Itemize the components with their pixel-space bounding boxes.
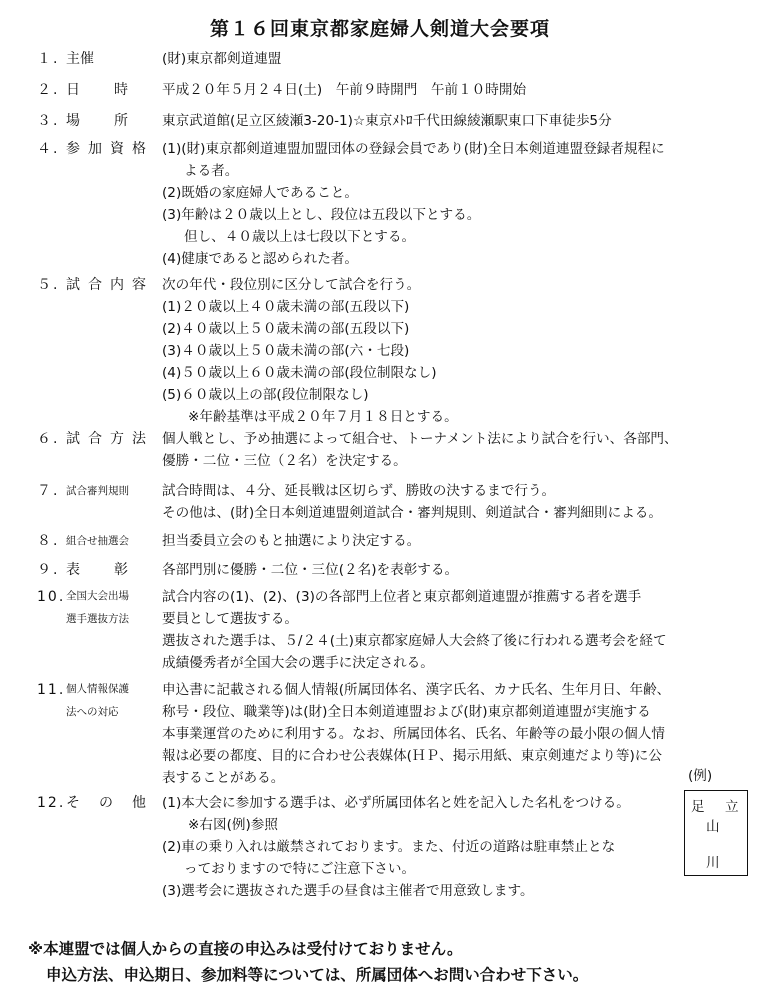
item-number: ７. (37, 483, 60, 499)
content-line: (1)本大会に参加する選手は、必ず所属団体名と姓を記入した名札をつける。 (162, 795, 630, 811)
content-line: (2)車の乗り入れは厳禁されております。また、付近の道路は駐車禁止とな (162, 839, 616, 855)
item-number: ２. (37, 82, 60, 98)
item-content (162, 110, 742, 132)
nametag-char: 川 (706, 855, 720, 871)
content-line: ※年齢基準は平成２０年７月１８日とする。 (188, 409, 458, 425)
content-line: (1)２０歳以上４０歳未満の部(五段以下) (162, 299, 410, 315)
item-number: １. (37, 51, 60, 67)
content-line: (5)６０歳以上の部(段位制限なし) (162, 387, 369, 403)
item-content (162, 559, 742, 581)
content-line: 但し、４０歳以上は七段以下とする。 (184, 229, 416, 245)
footer-notice (28, 936, 588, 988)
item-label: 場 所 (66, 113, 128, 129)
item-label (66, 48, 146, 70)
item-number: ６. (37, 431, 60, 447)
nametag-char: 立 (725, 799, 739, 815)
item-number: ４. (37, 141, 60, 157)
nametag-char: 足 (691, 799, 705, 815)
content-line: (3)年齢は２０歳以上とし、段位は五段以下とする。 (162, 207, 481, 223)
content-line: 担当委員立会のもと抽選により決定する。 (162, 533, 421, 549)
item-label: 参 加 資 格 (66, 141, 146, 157)
item-label: 試合審判規則 (66, 485, 129, 497)
content-line: 次の年代・段位別に区分して試合を行う。 (162, 277, 421, 293)
page-title: 第１６回東京都家庭婦人剣道大会要項 (209, 18, 550, 40)
content-line: (1)(財)東京都剣道連盟加盟団体の登録会員であり(財)全日本剣道連盟登録者規程に (162, 141, 665, 157)
content-line: 本事業運営のために利用する。なお、所属団体名、氏名、年齢等の最小限の個人情 (162, 726, 665, 742)
content-line: (3)４０歳以上５０歳未満の部(六・七段) (162, 343, 410, 359)
content-line: ※右図(例)参照 (188, 817, 278, 833)
item-label: そ の 他 (66, 795, 146, 811)
item-label (66, 679, 146, 722)
item-label: 組合せ抽選会 (66, 535, 129, 547)
content-line: (4)５０歳以上６０歳未満の部(段位制限なし) (162, 365, 437, 381)
footer-line: ※本連盟では個人からの直接の申込みは受付けておりません。 (28, 940, 463, 958)
content-line: (財)東京都剣道連盟 (162, 51, 282, 67)
content-line: 東京武道館(足立区綾瀬3-20-1)☆東京ﾒﾄﾛ千代田線綾瀬駅東口下車徒歩5分 (162, 113, 612, 129)
item-number: 10. (37, 589, 66, 605)
content-line: 優勝・二位・三位（２名）を決定する。 (162, 453, 407, 469)
content-line: その他は、(財)全日本剣道連盟剣道試合・審判規則、剣道試合・審判細則による。 (162, 505, 662, 521)
item-content (162, 79, 742, 101)
item-content (162, 586, 742, 674)
item-number: ３. (37, 113, 60, 129)
nametag-example (684, 790, 748, 876)
content-line: 申込書に記載される個人情報(所属団体名、漢字氏名、カナ氏名、生年月日、年齢、 (162, 682, 671, 698)
item-content (162, 428, 742, 472)
item-content (162, 48, 742, 70)
label-text: 主催 (66, 51, 94, 67)
content-line: (4)健康であると認められた者。 (162, 251, 358, 267)
content-line: 各部門別に優勝・二位・三位(２名)を表彰する。 (162, 562, 459, 578)
item-content (162, 138, 742, 270)
item-number: ８. (37, 533, 60, 549)
label-line: 選手選抜方法 (66, 613, 129, 625)
label-line: 個人情報保護 (66, 683, 129, 695)
item-number: ５. (37, 277, 60, 293)
item-number: 11. (37, 682, 66, 698)
item-content (162, 480, 742, 524)
item-label: 日 時 (66, 82, 128, 98)
item-number: 12. (37, 795, 66, 811)
item-content (162, 530, 742, 552)
label-line: 法への対応 (66, 706, 119, 718)
content-line: 選抜された選手は、５/２４(土)東京都家庭婦人大会終了後に行われる選考会を経て (162, 633, 667, 649)
content-line: (2)既婚の家庭婦人であること。 (162, 185, 358, 201)
content-line: (2)４０歳以上５０歳未満の部(五段以下) (162, 321, 410, 337)
item-label: 表 彰 (66, 562, 128, 578)
content-line: 称号・段位、職業等)は(財)全日本剣道連盟および(財)東京都剣道連盟が実施する (162, 704, 651, 720)
content-line: 平成２０年５月２４日(土) 午前９時開門 午前１０時開始 (162, 82, 527, 98)
item-content (162, 679, 742, 789)
content-line: 表することがある。 (162, 770, 285, 786)
footer-line: 申込方法、申込期日、参加料等については、所属団体へお問い合わせ下さい。 (46, 966, 589, 984)
content-line: 要員として選抜する。 (162, 611, 298, 627)
item-label: 試 合 方 法 (66, 431, 146, 447)
content-line: 報は必要の都度、目的に合わせ公表媒体(ＨＰ、掲示用紙、東京剣連だより等)に公 (162, 748, 662, 764)
item-number: ９. (37, 562, 60, 578)
item-content (162, 274, 742, 428)
content-line: 個人戦とし、予め抽選によって組合せ、トーナメント法により試合を行い、各部門、 (162, 431, 678, 447)
content-line: 試合内容の(1)、(2)、(3)の各部門上位者と東京都剣道連盟が推薦する者を選手 (162, 589, 642, 605)
nametag-example-label: (例) (688, 768, 713, 784)
nametag-char: 山 (706, 819, 720, 835)
content-line: 成績優秀者が全国大会の選手に決定される。 (162, 655, 434, 671)
item-content (162, 792, 742, 902)
content-line: 試合時間は、４分、延長戦は区切らず、勝敗の決するまで行う。 (162, 483, 556, 499)
item-label: 試 合 内 容 (66, 277, 146, 293)
content-line: (3)選考会に選抜された選手の昼食は主催者で用意致します。 (162, 883, 534, 899)
content-line: っておりますので特にご注意下さい。 (184, 861, 416, 877)
item-label (66, 586, 146, 629)
label-line: 全国大会出場 (66, 590, 129, 602)
content-line: よる者。 (184, 163, 239, 179)
